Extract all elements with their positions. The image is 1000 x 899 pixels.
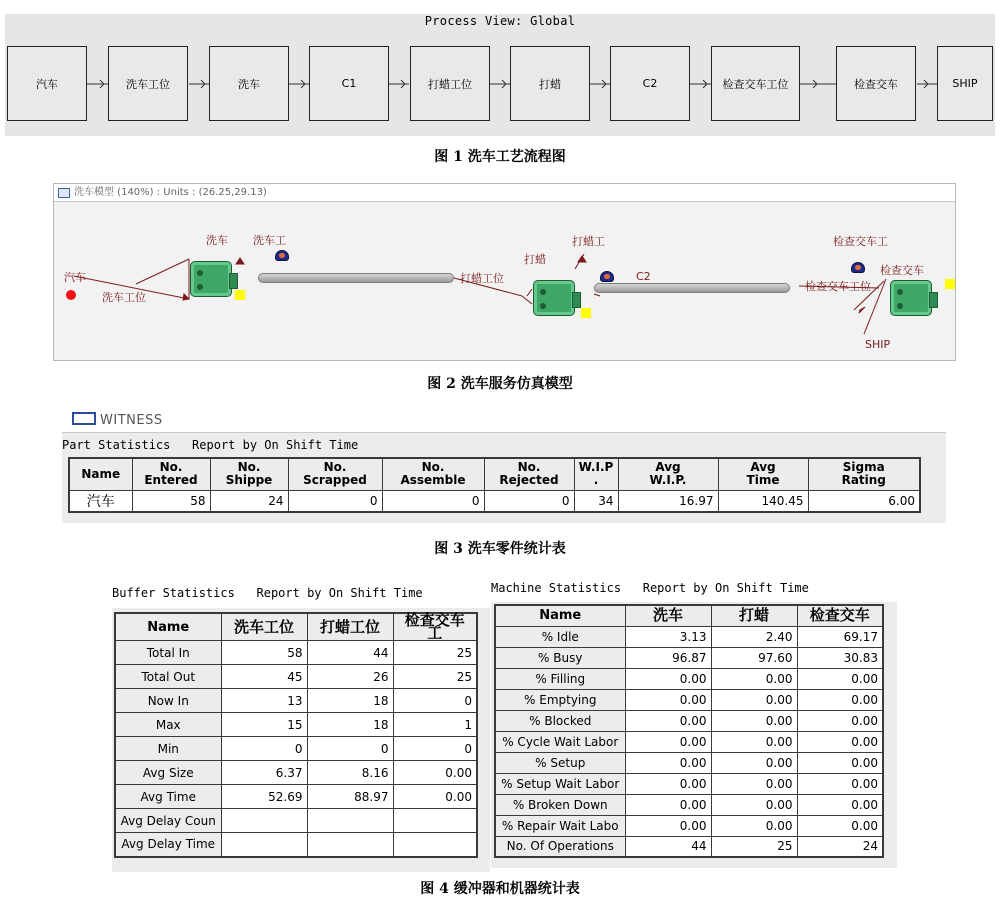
table-cell: 140.45 — [718, 490, 808, 512]
table-row[interactable] — [495, 836, 883, 857]
table-cell: 0.00 — [711, 794, 797, 815]
col-header: 检查交车 — [797, 605, 883, 626]
inspect-labor-label: 检查交车工 — [833, 235, 888, 248]
table-cell: 0.00 — [711, 731, 797, 752]
table-cell: 0.00 — [797, 689, 883, 710]
washer-labor-label: 洗车工 — [253, 234, 286, 247]
table-cell: 0.00 — [625, 815, 711, 836]
row-label: Avg Size — [115, 761, 221, 785]
table-cell: 0.00 — [797, 731, 883, 752]
table-row[interactable] — [495, 689, 883, 710]
table-cell — [221, 833, 307, 857]
machine-statistics-table — [494, 604, 884, 858]
car-label: 汽车 — [64, 271, 86, 284]
col-header: No. Rejected — [484, 458, 574, 490]
table-row[interactable] — [495, 794, 883, 815]
row-label: % Broken Down — [495, 794, 625, 815]
row-label: % Setup Wait Labor — [495, 773, 625, 794]
table-cell: 6.00 — [808, 490, 920, 512]
table-cell: 58 — [132, 490, 210, 512]
table-cell: 25 — [393, 641, 477, 665]
table-cell: 18 — [307, 713, 393, 737]
table-cell: 0 — [221, 737, 307, 761]
table-cell: 97.60 — [711, 647, 797, 668]
table-cell: 0.00 — [625, 773, 711, 794]
col-header: Name — [495, 605, 625, 626]
table-row[interactable] — [115, 809, 477, 833]
step-c1[interactable] — [309, 46, 389, 121]
table-row[interactable] — [115, 713, 477, 737]
table-header-row — [115, 613, 477, 641]
table-cell: 0.00 — [625, 689, 711, 710]
part-statistics-panel — [62, 432, 946, 523]
buffer-statistics-table — [114, 612, 478, 858]
step-wash-station[interactable] — [108, 46, 188, 121]
waxer-labor-icon[interactable] — [600, 271, 614, 282]
table-cell: 13 — [221, 689, 307, 713]
col-header: Avg Time — [718, 458, 808, 490]
inspect-machine-label: 检查交车 — [880, 264, 924, 277]
table-cell: 25 — [711, 836, 797, 857]
table-header-row — [495, 605, 883, 626]
col-header: Avg W.I.P. — [618, 458, 718, 490]
table-cell: 0.00 — [625, 752, 711, 773]
table-cell: 0.00 — [797, 815, 883, 836]
table-cell: 0.00 — [393, 761, 477, 785]
table-row[interactable] — [495, 731, 883, 752]
table-cell: 0 — [393, 737, 477, 761]
table-cell: 0.00 — [711, 773, 797, 794]
step-label: 洗车工位 — [126, 77, 170, 91]
col-header: No. Shippe — [210, 458, 288, 490]
table-cell: 88.97 — [307, 785, 393, 809]
step-label: 打蜡工位 — [428, 77, 472, 91]
wax-station-label: 打蜡工位 — [460, 272, 504, 285]
part-report-title: Part Statistics Report by On Shift Time — [62, 438, 359, 452]
col-header: 洗车 — [625, 605, 711, 626]
buffer-statistics-window — [112, 580, 490, 872]
row-label: Avg Delay Time — [115, 833, 221, 857]
table-cell: 0.00 — [711, 710, 797, 731]
table-cell: 16.97 — [618, 490, 718, 512]
buffer-statistics-panel — [112, 608, 490, 872]
row-label: % Emptying — [495, 689, 625, 710]
conveyor-c2[interactable] — [594, 283, 790, 293]
table-cell: 0.00 — [711, 689, 797, 710]
row-label: % Idle — [495, 626, 625, 647]
wax-status-indicator — [581, 308, 591, 318]
row-label: % Setup — [495, 752, 625, 773]
table-row[interactable] — [115, 665, 477, 689]
table-cell: 15 — [221, 713, 307, 737]
row-label: Avg Time — [115, 785, 221, 809]
table-cell: 0.00 — [393, 785, 477, 809]
figure1-caption: 图 1 洗车工艺流程图 — [434, 149, 566, 165]
table-row[interactable] — [495, 647, 883, 668]
table-cell: 25 — [393, 665, 477, 689]
table-row[interactable] — [115, 641, 477, 665]
conveyor-c2-label: C2 — [636, 270, 651, 283]
table-cell: 0 — [484, 490, 574, 512]
car-source-dot[interactable] — [66, 290, 76, 300]
witness-brand — [72, 412, 163, 428]
row-label: No. Of Operations — [495, 836, 625, 857]
ship-label: SHIP — [865, 338, 891, 351]
col-header: W.I.P . — [574, 458, 618, 490]
row-label: Now In — [115, 689, 221, 713]
table-cell — [307, 809, 393, 833]
inspect-machine[interactable] — [890, 280, 932, 316]
table-cell: 0.00 — [797, 794, 883, 815]
table-cell: 26 — [307, 665, 393, 689]
table-cell: 52.69 — [221, 785, 307, 809]
table-cell: 30.83 — [797, 647, 883, 668]
row-label: % Busy — [495, 647, 625, 668]
wash-machine[interactable] — [190, 261, 232, 297]
step-inspect[interactable] — [836, 46, 916, 121]
table-row[interactable] — [115, 833, 477, 857]
row-label: Avg Delay Coun — [115, 809, 221, 833]
table-cell: 0.00 — [625, 731, 711, 752]
col-header: No. Entered — [132, 458, 210, 490]
col-header: No. Assemble — [382, 458, 484, 490]
step-label: 检查交车 — [854, 77, 898, 91]
table-cell: 34 — [574, 490, 618, 512]
row-label: Total In — [115, 641, 221, 665]
table-cell: 18 — [307, 689, 393, 713]
buffer-report-title: Buffer Statistics Report by On Shift Time — [112, 586, 423, 600]
table-cell — [393, 833, 477, 857]
table-header-row — [69, 458, 920, 490]
table-cell: 0.00 — [711, 668, 797, 689]
inspect-labor-icon[interactable] — [851, 262, 865, 273]
step-wax-station[interactable] — [410, 46, 490, 121]
table-cell: 44 — [625, 836, 711, 857]
step-label: C1 — [341, 77, 357, 90]
process-flow-panel — [5, 14, 995, 136]
table-row[interactable] — [495, 668, 883, 689]
table-cell: 58 — [221, 641, 307, 665]
table-cell: 0.00 — [797, 668, 883, 689]
table-cell: 1 — [393, 713, 477, 737]
col-header: Sigma Rating — [808, 458, 920, 490]
model-window-title: 洗车模型 (140%) : Units : (26.25,29.13) — [74, 187, 267, 198]
table-cell: 0.00 — [797, 710, 883, 731]
table-cell — [221, 809, 307, 833]
table-cell: 2.40 — [711, 626, 797, 647]
row-label: Max — [115, 713, 221, 737]
table-cell: 0.00 — [625, 710, 711, 731]
step-label: 打蜡 — [539, 77, 561, 91]
table-cell: 0.00 — [625, 668, 711, 689]
table-cell: 汽车 — [69, 490, 132, 512]
machine-statistics-panel — [491, 602, 897, 868]
table-cell: 0.00 — [711, 815, 797, 836]
table-cell — [393, 809, 477, 833]
step-car[interactable] — [7, 46, 87, 121]
step-label: C2 — [642, 77, 658, 90]
wash-machine-label: 洗车 — [206, 234, 228, 247]
wash-status-indicator — [235, 290, 245, 300]
table-cell: 0.00 — [797, 752, 883, 773]
step-label: 洗车 — [238, 77, 260, 91]
table-row[interactable] — [115, 785, 477, 809]
wax-machine-label: 打蜡 — [524, 253, 546, 266]
table-cell: 0.00 — [625, 794, 711, 815]
step-ship[interactable] — [937, 46, 993, 121]
table-row[interactable] — [115, 737, 477, 761]
part-statistics-window — [62, 410, 946, 523]
step-label: 检查交车工位 — [722, 77, 789, 91]
table-row[interactable] — [495, 752, 883, 773]
table-cell: 45 — [221, 665, 307, 689]
table-cell: 0 — [307, 737, 393, 761]
table-row[interactable] — [495, 710, 883, 731]
washer-labor-icon[interactable] — [275, 250, 289, 261]
witness-logo-icon — [72, 412, 96, 425]
step-label: 汽车 — [36, 77, 58, 91]
inspect-status-indicator — [945, 279, 955, 289]
step-wash[interactable] — [209, 46, 289, 121]
waxer-labor-label: 打蜡工 — [572, 235, 605, 248]
step-c2[interactable] — [610, 46, 690, 121]
table-cell: 8.16 — [307, 761, 393, 785]
figure2-caption: 图 2 洗车服务仿真模型 — [427, 376, 573, 392]
step-label: SHIP — [952, 77, 978, 90]
simulation-model-window[interactable] — [53, 183, 956, 361]
table-cell: 0.00 — [711, 752, 797, 773]
table-row[interactable] — [495, 773, 883, 794]
col-header: No. Scrapped — [288, 458, 382, 490]
table-cell: 0.00 — [797, 773, 883, 794]
step-inspect-station[interactable] — [711, 46, 800, 121]
inspect-station-label: 检查交车工位 — [805, 280, 871, 293]
table-cell: 69.17 — [797, 626, 883, 647]
process-view-title: Process View: Global — [424, 14, 576, 28]
col-header: 打蜡工位 — [307, 613, 393, 641]
table-cell: 0 — [382, 490, 484, 512]
table-row[interactable] — [115, 689, 477, 713]
table-row[interactable] — [495, 815, 883, 836]
row-label: % Repair Wait Labo — [495, 815, 625, 836]
table-row[interactable] — [115, 761, 477, 785]
col-header: 检查交车工 — [393, 613, 477, 641]
table-row[interactable] — [495, 626, 883, 647]
row-label: Total Out — [115, 665, 221, 689]
col-header: 洗车工位 — [221, 613, 307, 641]
row-label: Min — [115, 737, 221, 761]
wash-station-label: 洗车工位 — [102, 291, 146, 304]
machine-statistics-window — [491, 578, 897, 868]
table-cell: 24 — [797, 836, 883, 857]
table-row[interactable] — [69, 490, 920, 512]
table-cell: 3.13 — [625, 626, 711, 647]
row-label: % Blocked — [495, 710, 625, 731]
part-statistics-table — [68, 457, 921, 513]
row-label: % Cycle Wait Labor — [495, 731, 625, 752]
figure3-caption: 图 3 洗车零件统计表 — [434, 541, 566, 557]
col-header: Name — [69, 458, 132, 490]
row-label: % Filling — [495, 668, 625, 689]
witness-brand-text: WITNESS — [100, 413, 163, 428]
table-cell: 44 — [307, 641, 393, 665]
col-header: Name — [115, 613, 221, 641]
table-cell: 24 — [210, 490, 288, 512]
table-cell: 0 — [288, 490, 382, 512]
wax-machine[interactable] — [533, 280, 575, 316]
conveyor-c1[interactable] — [258, 273, 454, 283]
table-cell: 0 — [393, 689, 477, 713]
figure4-caption: 图 4 缓冲器和机器统计表 — [420, 881, 580, 897]
col-header: 打蜡 — [711, 605, 797, 626]
step-wax[interactable] — [510, 46, 590, 121]
machine-report-title: Machine Statistics Report by On Shift Time — [491, 581, 809, 595]
table-cell: 6.37 — [221, 761, 307, 785]
table-cell — [307, 833, 393, 857]
table-cell: 96.87 — [625, 647, 711, 668]
